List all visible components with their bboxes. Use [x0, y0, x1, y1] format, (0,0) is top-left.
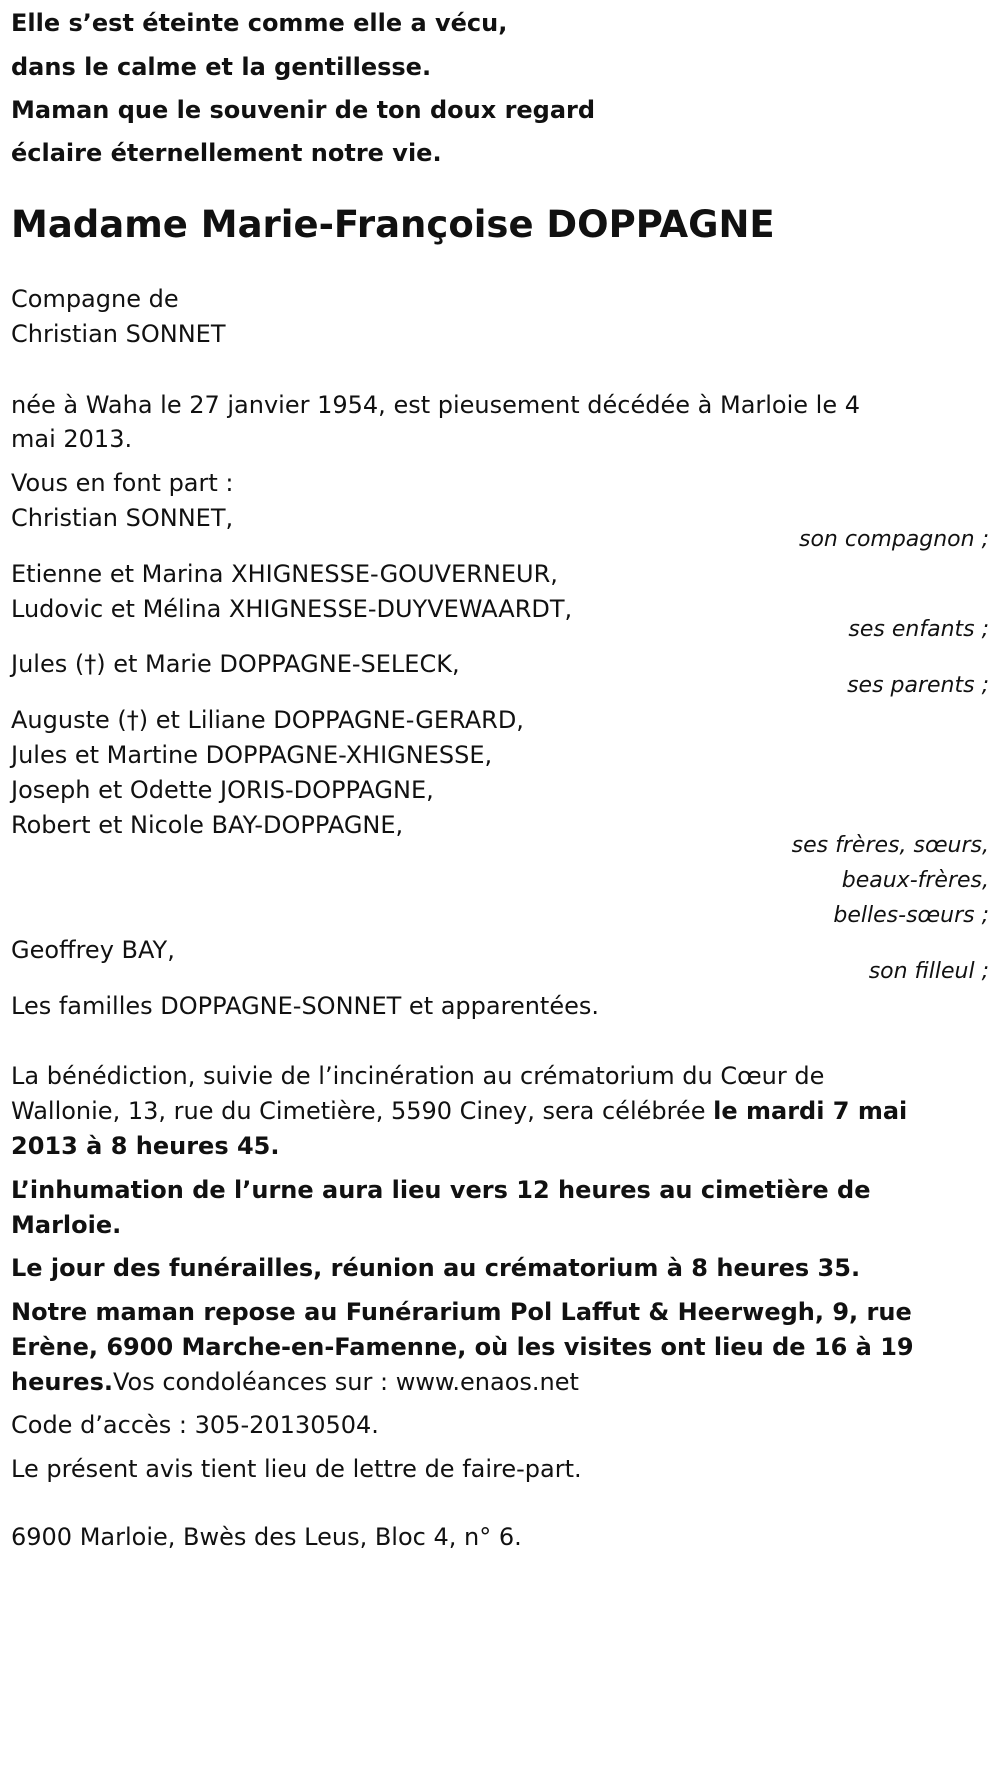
family-member: Joseph et Odette JORIS-DOPPAGNE,	[11, 776, 434, 804]
ceremony-date: le mardi 7 mai	[713, 1097, 908, 1125]
family-member: Jules et Martine DOPPAGNE-XHIGNESSE,	[11, 741, 493, 769]
epitaph-line-4: éclaire éternellement notre vie.	[11, 139, 442, 167]
rest-line-2: Erène, 6900 Marche-en-Famenne, où les visites ont lieu de 16 à 19	[11, 1333, 914, 1361]
epitaph-line-3: Maman que le souvenir de ton doux regard	[11, 96, 596, 124]
relationship-label: ses enfants ;	[848, 617, 989, 642]
relationship-label: beaux-frères,	[841, 868, 989, 893]
inhumation-line-1: L’inhumation de l’urne aura lieu vers 12 heures au cimetière de	[11, 1176, 871, 1204]
inhumation-line-2: Marloie.	[11, 1211, 122, 1239]
relationship-label: son filleul ;	[868, 959, 989, 984]
rest-line-3	[11, 1367, 579, 1397]
announcement-intro: Vous en font part :	[11, 469, 234, 497]
rest-line-1: Notre maman repose au Funérarium Pol Laffut & Heerwegh, 9, rue	[11, 1298, 912, 1326]
birth-death-text: née à Waha le 27 janvier 1954, est pieusement décédée à Marloie le 4	[11, 391, 861, 419]
meeting-line: Le jour des funérailles, réunion au crématorium à 8 heures 35.	[11, 1254, 861, 1282]
family-member: Auguste (†) et Liliane DOPPAGNE-GERARD,	[11, 706, 524, 734]
ceremony-line-2	[11, 1096, 907, 1126]
ceremony-line-1: La bénédiction, suivie de l’incinération au crématorium du Cœur de	[11, 1062, 825, 1090]
relationship-label: ses frères, sœurs,	[791, 833, 989, 858]
ceremony-time: 2013 à 8 heures 45.	[11, 1132, 280, 1160]
family-member: Jules (†) et Marie DOPPAGNE-SELECK,	[11, 650, 460, 678]
partner-name: Christian SONNET	[11, 320, 226, 348]
epitaph-line-1: Elle s’est éteinte comme elle a vécu,	[11, 9, 508, 37]
relationship-label: son compagnon ;	[798, 527, 989, 552]
relationship-label: ses parents ;	[847, 673, 989, 698]
family-member: Ludovic et Mélina XHIGNESSE-DUYVEWAARDT,	[11, 595, 573, 623]
relationship-label: belles-sœurs ;	[833, 903, 989, 928]
relation-label: Compagne de	[11, 285, 179, 313]
deceased-name: Madame Marie-Françoise DOPPAGNE	[11, 203, 775, 246]
family-member: Robert et Nicole BAY-DOPPAGNE,	[11, 811, 404, 839]
families-line: Les familles DOPPAGNE-SONNET et apparentées.	[11, 992, 599, 1020]
family-member: Geoffrey BAY,	[11, 936, 175, 964]
condolences-text: Vos condoléances sur : www.enaos.net	[112, 1368, 579, 1396]
address: 6900 Marloie, Bwès des Leus, Bloc 4, n° 6.	[11, 1523, 522, 1551]
birth-death-text-cont: mai 2013.	[11, 425, 133, 453]
family-member: Christian SONNET,	[11, 504, 234, 532]
epitaph-line-2: dans le calme et la gentillesse.	[11, 53, 432, 81]
access-code: Code d’accès : 305-20130504.	[11, 1411, 379, 1439]
family-member: Etienne et Marina XHIGNESSE-GOUVERNEUR,	[11, 560, 558, 588]
ceremony-location: Wallonie, 13, rue du Cimetière, 5590 Ciney, sera célébrée	[11, 1097, 714, 1125]
rest-hours: heures.	[11, 1368, 113, 1396]
notice-text: Le présent avis tient lieu de lettre de faire-part.	[11, 1455, 582, 1483]
